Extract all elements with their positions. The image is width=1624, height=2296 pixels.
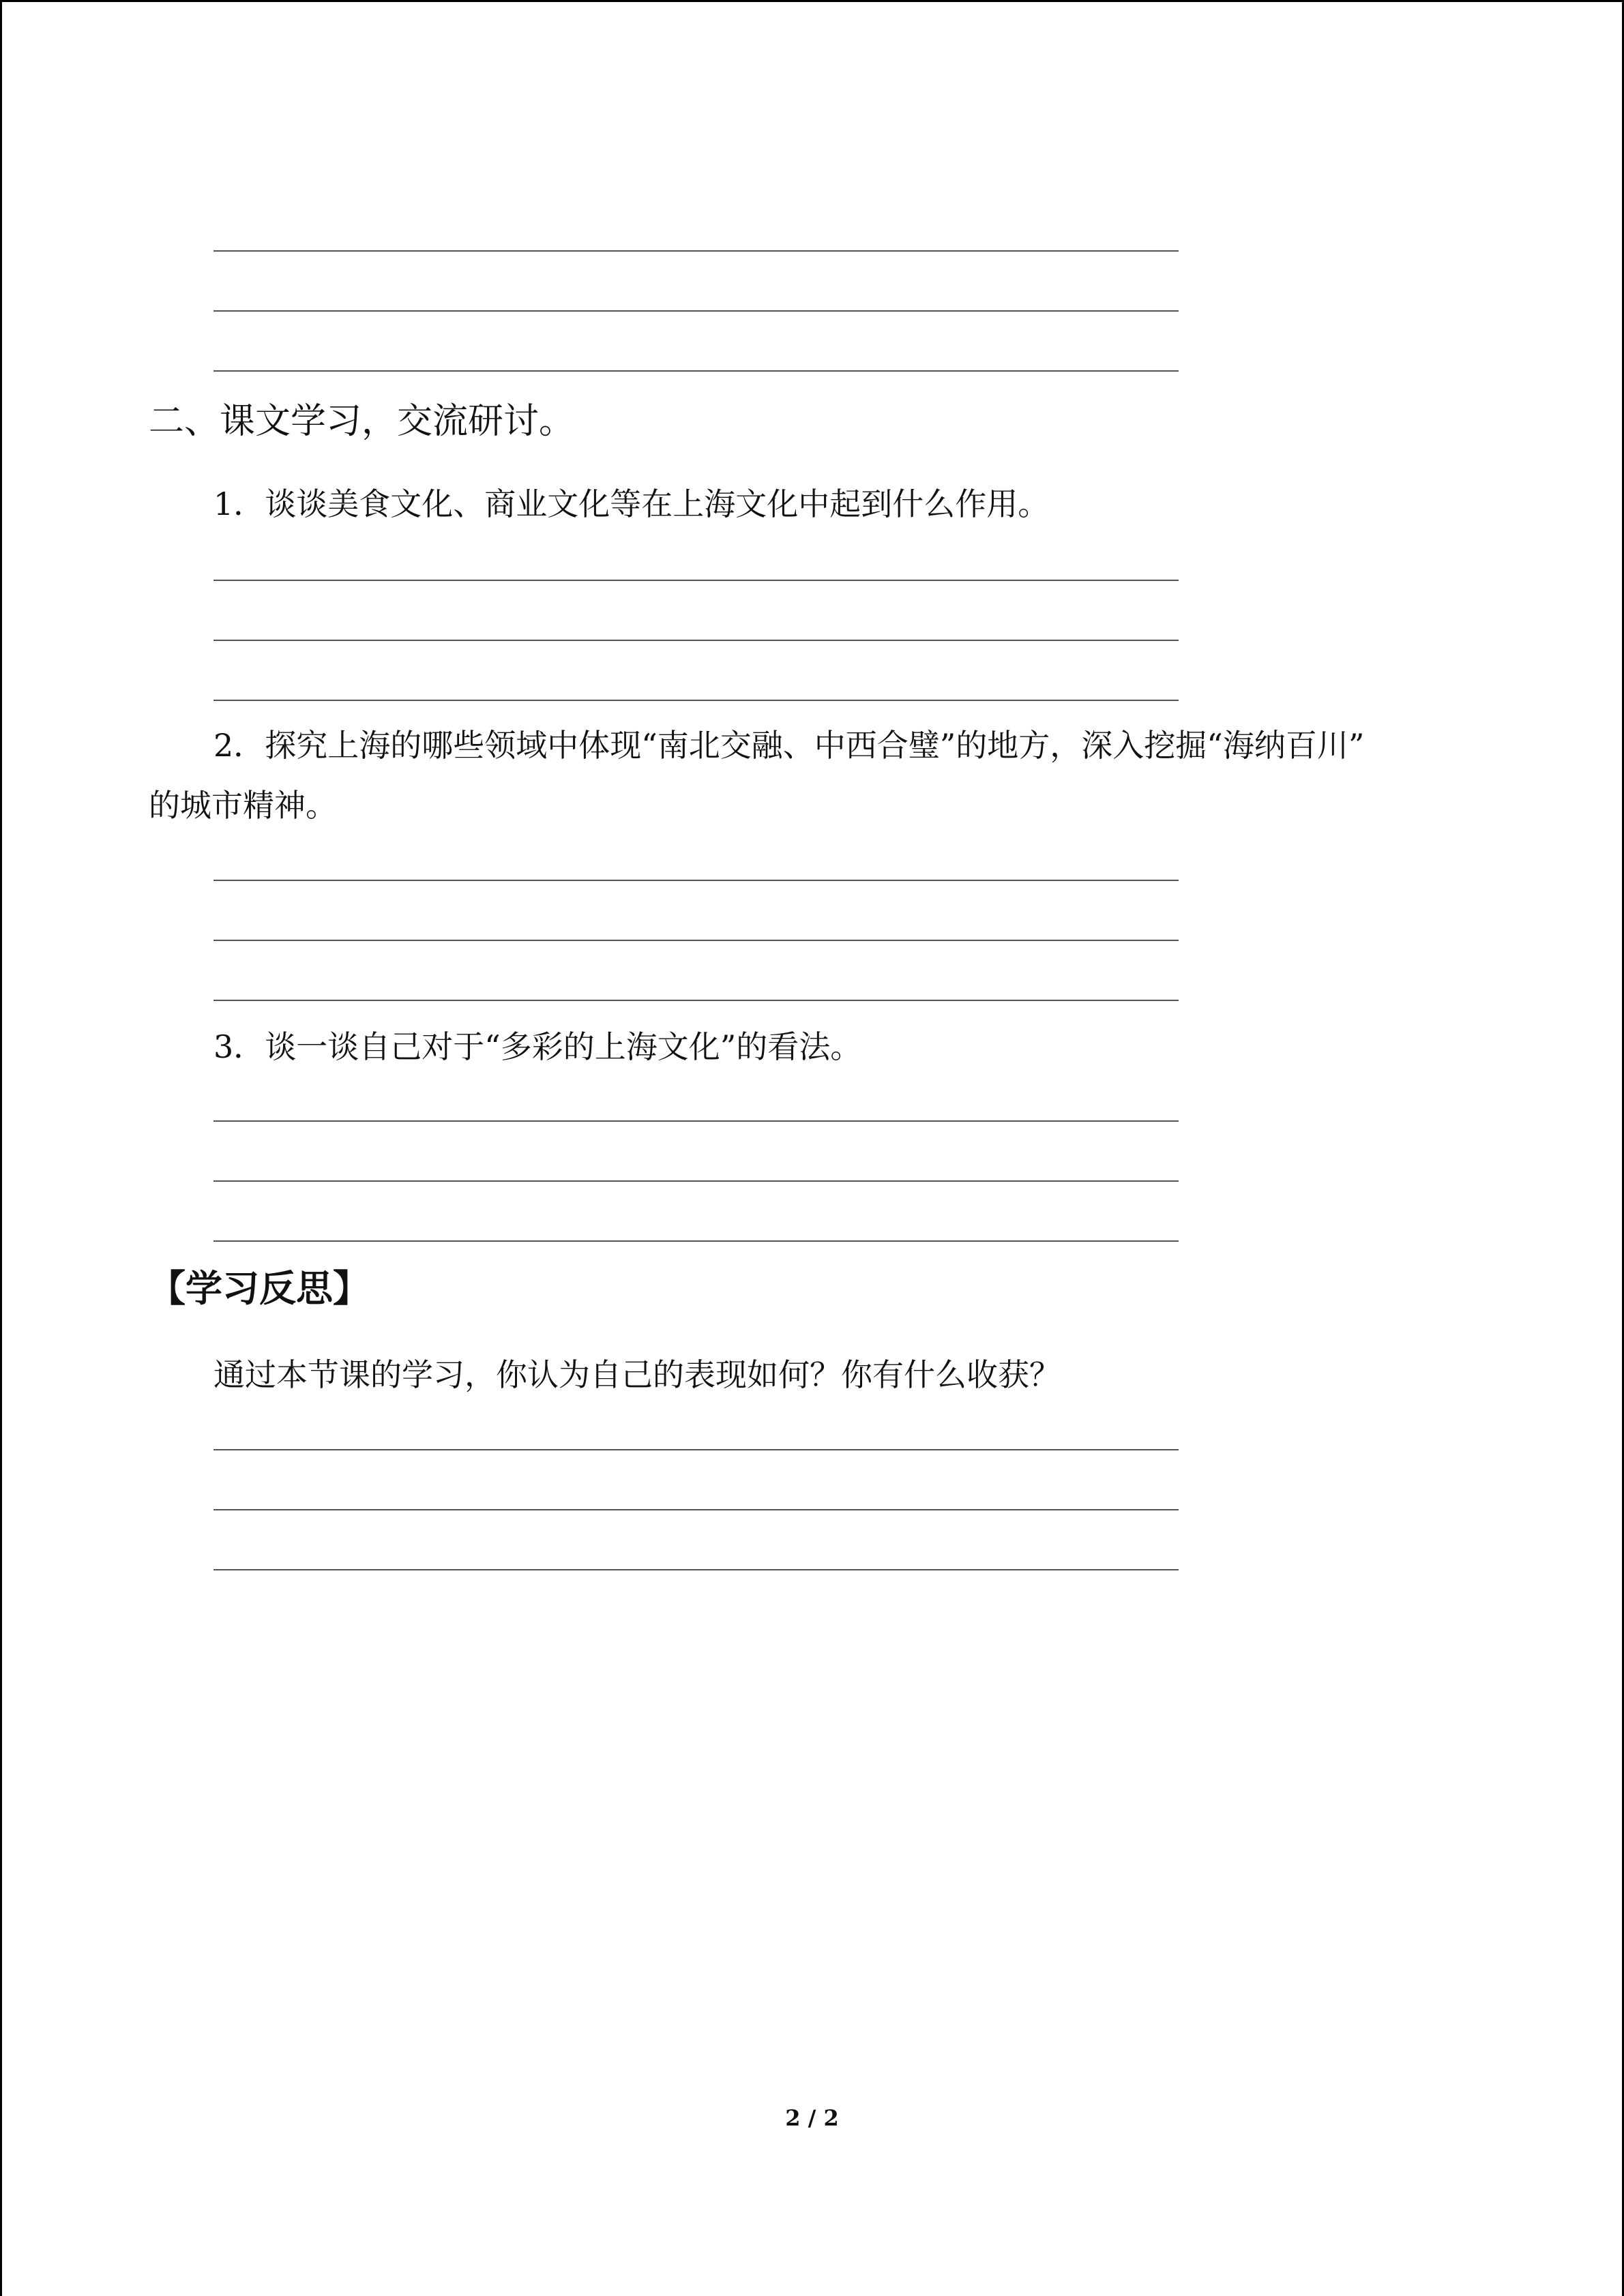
question-1: 1．谈谈美食文化、商业文化等在上海文化中起到什么作用。 bbox=[213, 486, 1050, 522]
answer-line[interactable] bbox=[213, 310, 1179, 312]
page-number: 2 / 2 bbox=[785, 2105, 839, 2131]
answer-line[interactable] bbox=[213, 370, 1179, 372]
question-2-continuation: 的城市精神。 bbox=[149, 787, 337, 824]
answer-line[interactable] bbox=[213, 940, 1179, 941]
question-3: 3．谈一谈自己对于“多彩的上海文化”的看法。 bbox=[213, 1028, 862, 1065]
question-2: 2．探究上海的哪些领域中体现“南北交融、中西合璧”的地方，深入挖掘“海纳百川” bbox=[213, 727, 1365, 764]
answer-line[interactable] bbox=[213, 250, 1179, 252]
answer-line[interactable] bbox=[213, 700, 1179, 701]
answer-line[interactable] bbox=[213, 1240, 1179, 1242]
answer-line[interactable] bbox=[213, 1000, 1179, 1001]
answer-line[interactable] bbox=[213, 640, 1179, 641]
answer-line[interactable] bbox=[213, 1569, 1179, 1570]
reflection-title: 【学习反思】 bbox=[149, 1266, 370, 1310]
answer-line[interactable] bbox=[213, 1180, 1179, 1182]
reflection-prompt: 通过本节课的学习，你认为自己的表现如何？你有什么收获？ bbox=[213, 1356, 1061, 1393]
answer-line[interactable] bbox=[213, 880, 1179, 881]
answer-line[interactable] bbox=[213, 1509, 1179, 1510]
answer-line[interactable] bbox=[213, 1120, 1179, 1122]
answer-line[interactable] bbox=[213, 580, 1179, 581]
section-heading: 二、课文学习，交流研讨。 bbox=[149, 401, 575, 442]
answer-line[interactable] bbox=[213, 1449, 1179, 1450]
